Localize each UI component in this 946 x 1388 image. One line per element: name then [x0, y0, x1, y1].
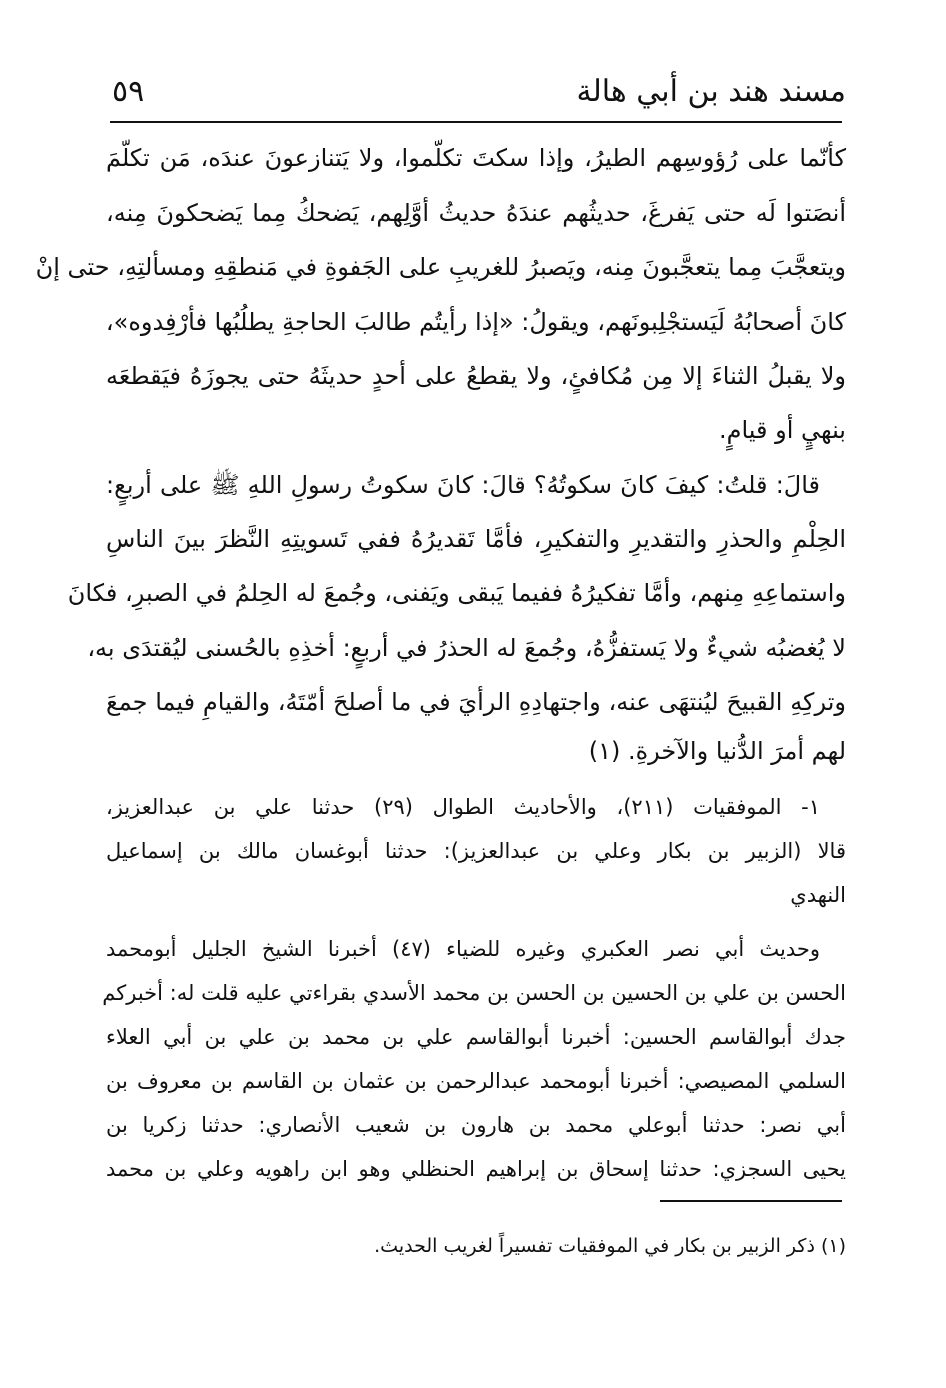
source-line: السلمي المصيصي: أخبرنا أبومحمد عبدالرحمن بن عثمان بن القاسم بن معروف بن: [106, 1069, 846, 1093]
body-line: كانَ أصحابُهُ لَيَستجْلِبونَهم، ويقولُ: «إذا رأيتُم طالبَ الحاجةِ يطلُبُها فأرْفِدوه»،: [105, 308, 846, 336]
running-title: مسند هند بن أبي هالة: [576, 74, 846, 109]
header-rule: [110, 121, 842, 123]
body-line: لهم أمرَ الدُّنيا والآخرةِ. (١): [588, 737, 846, 765]
body-line: الحِلْمِ والحذرِ والتقديرِ والتفكيرِ، فأمَّا تَقديرُهُ ففي تَسويتِهِ النَّظرَ بينَ الناسِ: [106, 525, 846, 553]
body-line: وتركِهِ القبيحَ ليُنتهَى عنه، واجتهادِهِ الرأيَ في ما أصلحَ أمّتَهُ، والقيامِ فيما جمعَ: [106, 688, 846, 716]
body-line: قالَ: قلتُ: كيفَ كانَ سكوتُهُ؟ قالَ: كانَ سكوتُ رسولِ اللهِ ﷺ على أربعٍ:: [106, 471, 820, 499]
source-line: ١- الموفقيات (٢١١)، والأحاديث الطوال (٢٩) حدثنا علي بن عبدالعزيز،: [106, 795, 820, 819]
footnote: (١) ذكر الزبير بن بكار في الموفقيات تفسيراً لغريب الحديث.: [374, 1235, 846, 1257]
body-line: كأنّما على رُؤوسِهم الطيرُ، وإذا سكتَ تكلّموا، ولا يَتنازعونَ عندَه، مَن تكلّمَ: [106, 144, 846, 172]
source-line: قالا (الزبير بن بكار وعلي بن عبدالعزيز): حدثنا أبوغسان مالك بن إسماعيل: [106, 839, 846, 863]
body-line: لا يُغضبُه شيءٌ ولا يَستفزُّهُ، وجُمعَ له الحذرُ في أربعٍ: أخذِهِ بالحُسنى ليُقتدَى به،: [87, 634, 846, 662]
source-line: جدك أبوالقاسم الحسين: أخبرنا أبوالقاسم علي بن محمد بن علي بن أبي العلاء: [106, 1025, 846, 1049]
page-number: ٥٩: [112, 74, 145, 109]
source-line: أبي نصر: حدثنا أبوعلي محمد بن هارون بن شعيب الأنصاري: حدثنا زكريا بن: [106, 1113, 846, 1137]
source-line: يحيى السجزي: حدثنا إسحاق بن إبراهيم الحنظلي وهو ابن راهويه وعلي بن محمد: [106, 1157, 846, 1181]
source-line: الحسن بن علي بن الحسين بن الحسن بن محمد الأسدي بقراءتي عليه قلت له: أخبركم: [102, 981, 846, 1005]
footnote-rule: [660, 1200, 842, 1202]
source-line: وحديث أبي نصر العكبري وغيره للضياء (٤٧) أخبرنا الشيخ الجليل أبومحمد: [106, 937, 820, 961]
body-line: ولا يقبلُ الثناءَ إلا مِن مُكافئٍ، ولا يقطعُ على أحدٍ حديثَهُ حتى يجوزَهُ فيَقطعَه: [106, 362, 846, 390]
body-line: بنهيٍ أو قيامٍ.: [718, 416, 846, 444]
body-line: واستماعِهِ مِنهم، وأمَّا تفكيرُهُ ففيما يَبقى ويَفنى، وجُمعَ له الحِلمُ في الصبرِ، فكانَ: [67, 579, 846, 607]
body-line: ويتعجَّبَ مِما يتعجَّبونَ مِنه، ويَصبرُ للغريبِ على الجَفوةِ في مَنطقِهِ ومسألتِهِ، حتى إنْ: [35, 253, 846, 281]
body-line: أنصَتوا لَه حتى يَفرغَ، حديثُهم عندَهُ حديثُ أوَّلِهم، يَضحكُ مِما يَضحكونَ مِنه،: [106, 199, 846, 227]
source-line: النهدي: [790, 883, 846, 907]
